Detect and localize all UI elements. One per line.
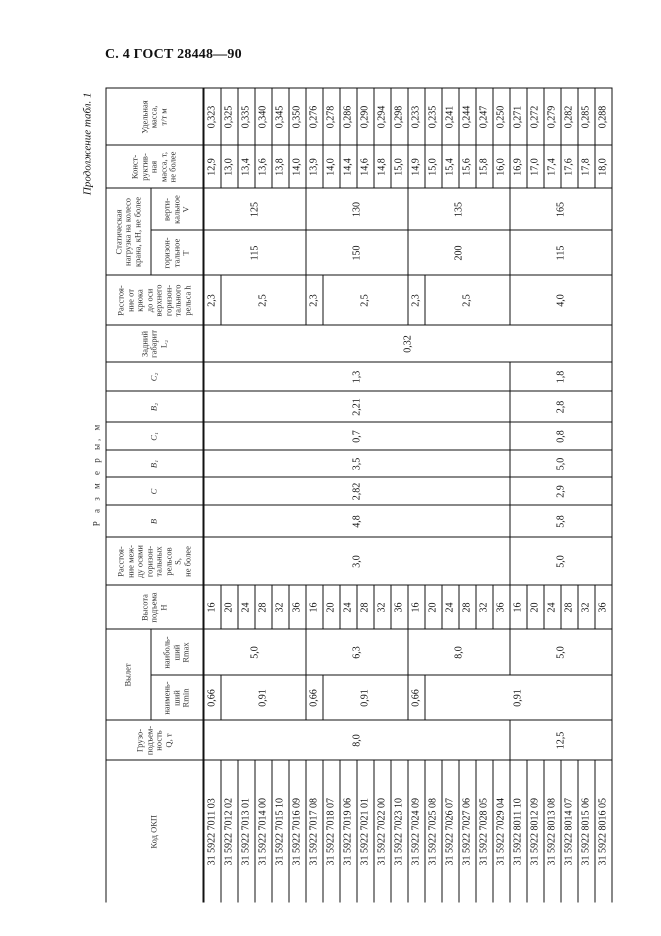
cell-code: 31 5922 7028 05 [476, 760, 493, 902]
cell-mass: 14,4 [340, 145, 357, 188]
cell-code: 31 5922 7024 09 [408, 760, 425, 902]
cell-spec: 0,235 [425, 88, 442, 145]
cell-mass: 16,9 [510, 145, 527, 188]
header-b1: B₁ [106, 450, 204, 477]
cell-code: 31 5922 7025 08 [425, 760, 442, 902]
cell-mass: 17,0 [527, 145, 544, 188]
cell-t: 200 [408, 230, 510, 275]
cell-h: 36 [595, 585, 612, 629]
cell-code: 31 5922 7014 00 [255, 760, 272, 902]
cell-spec: 0,323 [203, 88, 221, 145]
cell-rmin: 0,91 [323, 675, 408, 720]
cell-spec: 0,285 [578, 88, 595, 145]
cell-code: 31 5922 7015 10 [272, 760, 289, 902]
header-c: C [106, 477, 204, 505]
cell-h: 4,0 [510, 275, 612, 325]
cell-spec: 0,233 [408, 88, 425, 145]
cell-b2: 2,21 [203, 391, 510, 422]
cell-spec: 0,282 [561, 88, 578, 145]
table-row [510, 88, 527, 902]
cell-h: 32 [272, 585, 289, 629]
cell-h: 2,3 [408, 275, 425, 325]
cell-c: 2,82 [203, 477, 510, 505]
cell-spec: 0,325 [221, 88, 238, 145]
cell-code: 31 5922 7023 10 [391, 760, 408, 902]
cell-b2: 2,8 [510, 391, 612, 422]
cell-code: 31 5922 7013 01 [238, 760, 255, 902]
data-table [105, 87, 612, 902]
cell-h: 2,5 [221, 275, 306, 325]
cell-mass: 18,0 [595, 145, 612, 188]
cell-spec: 0,250 [493, 88, 510, 145]
cell-mass: 14,0 [289, 145, 306, 188]
cell-mass: 14,6 [357, 145, 374, 188]
header-rail-distance: Расстоя- ние меж- ду осями горизон- тальных рельсов S, не более [106, 537, 204, 585]
cell-spec: 0,294 [374, 88, 391, 145]
cell-code: 31 5922 8013 08 [544, 760, 561, 902]
cell-h: 16 [408, 585, 425, 629]
cell-h: 36 [289, 585, 306, 629]
table-row [203, 88, 221, 902]
cell-spec: 0,345 [272, 88, 289, 145]
dimensions-group-header: Р а з м е р ы, м [91, 421, 101, 526]
cell-rmax: 6,3 [306, 629, 408, 675]
cell-rmax: 5,0 [203, 629, 306, 675]
cell-h: 16 [306, 585, 323, 629]
cell-t: 150 [306, 230, 408, 275]
cell-spec: 0,340 [255, 88, 272, 145]
cell-h: 28 [357, 585, 374, 629]
header-specific-mass: Удельная масса, т/т м [106, 88, 204, 145]
cell-mass: 16,0 [493, 145, 510, 188]
cell-h: 2,3 [203, 275, 221, 325]
header-reach-max: наиболь- ший Rmax [151, 629, 204, 675]
cell-spec: 0,271 [510, 88, 527, 145]
cell-mass: 17,6 [561, 145, 578, 188]
cell-code: 31 5922 7018 07 [323, 760, 340, 902]
cell-code: 31 5922 8015 06 [578, 760, 595, 902]
cell-mass: 14,8 [374, 145, 391, 188]
header-c1: C₁ [106, 422, 204, 450]
cell-mass: 13,9 [306, 145, 323, 188]
rotated-table-container [81, 88, 612, 902]
header-load-horizontal: горизон- тальное T [151, 230, 204, 275]
cell-v: 130 [306, 188, 408, 230]
cell-code: 31 5922 7019 06 [340, 760, 357, 902]
cell-b: 5,8 [510, 505, 612, 537]
header-b: B [106, 505, 204, 537]
cell-h: 36 [391, 585, 408, 629]
header-mass: Конст- руктив- ная масса, т, не более [106, 145, 204, 188]
header-load-vertical: верти- кальное V [151, 188, 204, 230]
cell-mass: 14,9 [408, 145, 425, 188]
cell-rmin: 0,91 [221, 675, 306, 720]
cell-h: 16 [203, 585, 221, 629]
cell-mass: 13,8 [272, 145, 289, 188]
header-code: Код ОКП [106, 760, 204, 902]
cell-t: 115 [510, 230, 612, 275]
table-caption: Продолжение табл. 1 [81, 92, 93, 195]
cell-t: 115 [203, 230, 306, 275]
header-rear-clearance: Задний габарит L₂ [106, 325, 204, 362]
cell-code: 31 5922 7027 06 [459, 760, 476, 902]
cell-mass: 15,6 [459, 145, 476, 188]
cell-mass: 15,4 [442, 145, 459, 188]
cell-v: 125 [203, 188, 306, 230]
cell-h: 24 [238, 585, 255, 629]
cell-b1: 3,5 [203, 450, 510, 477]
cell-mass: 13,6 [255, 145, 272, 188]
cell-code: 31 5922 7029 04 [493, 760, 510, 902]
cell-h: 20 [323, 585, 340, 629]
cell-spec: 0,298 [391, 88, 408, 145]
cell-h: 24 [442, 585, 459, 629]
header-height: Высота подъема H [106, 585, 204, 629]
cell-c2: 1,8 [510, 362, 612, 391]
cell-code: 31 5922 7022 00 [374, 760, 391, 902]
cell-h: 20 [527, 585, 544, 629]
cell-rmax: 8,0 [408, 629, 510, 675]
cell-rmin: 0,91 [425, 675, 612, 720]
cell-c: 2,9 [510, 477, 612, 505]
cell-code: 31 5922 8016 05 [595, 760, 612, 902]
cell-l2: 0,32 [203, 325, 612, 362]
cell-c2: 1,3 [203, 362, 510, 391]
header-reach-min: наимень- ший Rmin [151, 675, 204, 720]
cell-h: 16 [510, 585, 527, 629]
cell-mass: 14,0 [323, 145, 340, 188]
cell-q: 8,0 [203, 720, 510, 760]
cell-v: 135 [408, 188, 510, 230]
cell-h: 2,5 [425, 275, 510, 325]
header-b2: B₂ [106, 391, 204, 422]
cell-s: 3,0 [203, 537, 510, 585]
cell-h: 28 [255, 585, 272, 629]
cell-spec: 0,288 [595, 88, 612, 145]
cell-mass: 15,0 [391, 145, 408, 188]
cell-s: 5,0 [510, 537, 612, 585]
header-reach: Вылет [106, 629, 151, 720]
cell-mass: 13,4 [238, 145, 255, 188]
cell-code: 31 5922 7017 08 [306, 760, 323, 902]
cell-h: 2,3 [306, 275, 323, 325]
cell-code: 31 5922 8012 09 [527, 760, 544, 902]
cell-spec: 0,244 [459, 88, 476, 145]
cell-code: 31 5922 8011 10 [510, 760, 527, 902]
cell-b1: 5,0 [510, 450, 612, 477]
cell-h: 20 [221, 585, 238, 629]
cell-mass: 17,4 [544, 145, 561, 188]
cell-code: 31 5922 8014 07 [561, 760, 578, 902]
cell-rmin: 0,66 [203, 675, 221, 720]
cell-rmin: 0,66 [306, 675, 323, 720]
cell-mass: 13,0 [221, 145, 238, 188]
cell-q: 12,5 [510, 720, 612, 760]
cell-spec: 0,272 [527, 88, 544, 145]
cell-spec: 0,241 [442, 88, 459, 145]
cell-mass: 12,9 [203, 145, 221, 188]
cell-h: 32 [374, 585, 391, 629]
cell-spec: 0,335 [238, 88, 255, 145]
cell-h: 2,5 [323, 275, 408, 325]
page-title: С. 4 ГОСТ 28448—90 [105, 47, 242, 62]
header-static-load: Статическая нагрузка на колесо крана, кН, не более [106, 188, 151, 275]
cell-c1: 0,7 [203, 422, 510, 450]
cell-h: 28 [561, 585, 578, 629]
cell-h: 20 [425, 585, 442, 629]
cell-spec: 0,278 [323, 88, 340, 145]
header-c2: C₂ [106, 362, 204, 391]
cell-mass: 17,8 [578, 145, 595, 188]
cell-spec: 0,350 [289, 88, 306, 145]
cell-h: 28 [459, 585, 476, 629]
cell-h: 24 [340, 585, 357, 629]
cell-h: 24 [544, 585, 561, 629]
cell-spec: 0,279 [544, 88, 561, 145]
cell-mass: 15,8 [476, 145, 493, 188]
cell-mass: 15,0 [425, 145, 442, 188]
cell-code: 31 5922 7011 03 [203, 760, 221, 902]
header-capacity: Грузо- подъем- ность Q, т [106, 720, 204, 760]
cell-spec: 0,247 [476, 88, 493, 145]
cell-rmin: 0,66 [408, 675, 425, 720]
cell-v: 165 [510, 188, 612, 230]
cell-code: 31 5922 7021 01 [357, 760, 374, 902]
cell-code: 31 5922 7016 09 [289, 760, 306, 902]
cell-h: 32 [476, 585, 493, 629]
cell-c1: 0,8 [510, 422, 612, 450]
cell-spec: 0,286 [340, 88, 357, 145]
table-body [203, 88, 612, 902]
cell-code: 31 5922 7012 02 [221, 760, 238, 902]
cell-h: 32 [578, 585, 595, 629]
cell-rmax: 5,0 [510, 629, 612, 675]
cell-code: 31 5922 7026 07 [442, 760, 459, 902]
cell-spec: 0,276 [306, 88, 323, 145]
header-hook-distance: Расстоя- ние от крюка до оси верхнего горизон- тального рельса h [106, 275, 204, 325]
cell-spec: 0,290 [357, 88, 374, 145]
cell-h: 36 [493, 585, 510, 629]
cell-b: 4,8 [203, 505, 510, 537]
